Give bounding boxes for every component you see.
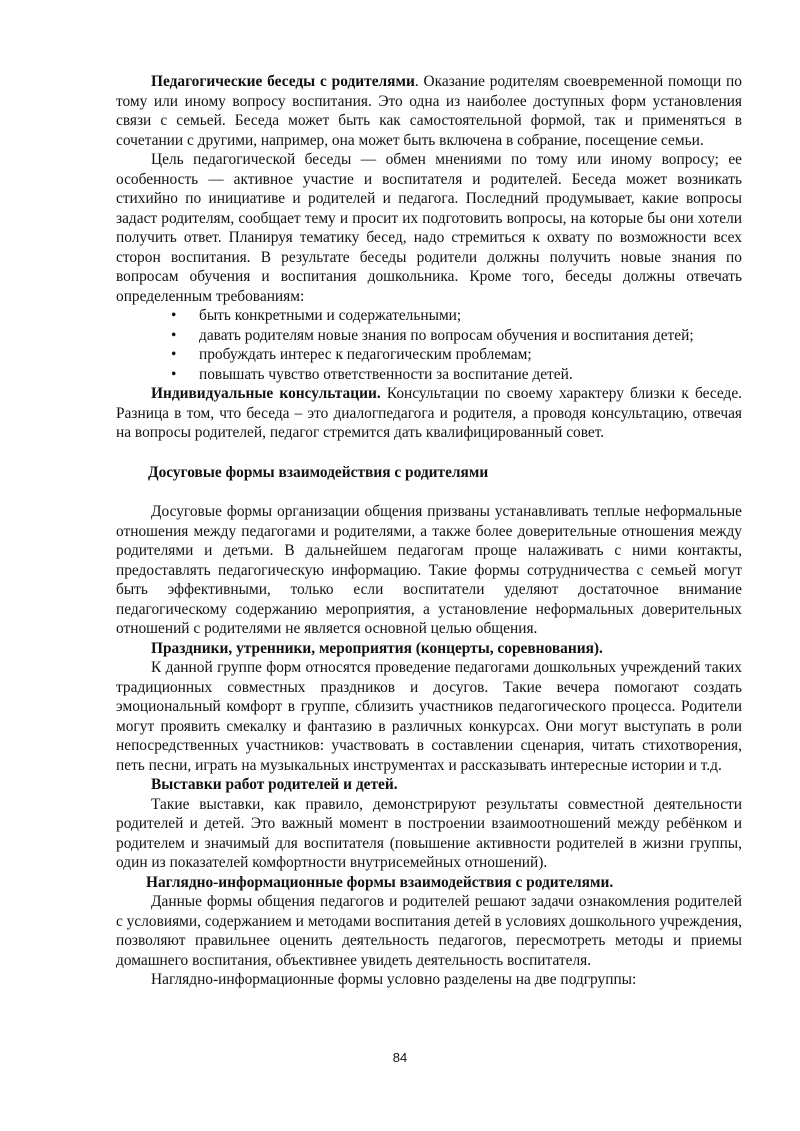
paragraph-exhibitions: Такие выставки, как правило, демонстрируют результаты совместной деятельности родителей и детей. Это важный момент в построении взаимоотношений между ребёнком и родителем и значимый для воспитателя (повышение активности родителей в жизни группы, один из показателей комфортности внутрисемейных отношений). bbox=[116, 795, 742, 871]
paragraph-consultations bbox=[116, 384, 742, 443]
conversations-intro-text: . Оказание родителям своевременной помощи по тому или иному вопросу воспитания. Это одна из наиболее доступных форм установления связи с семьей. Беседа может быть как самостоятельной формой, так и применяться в сочетании с другими, например, она может быть включена в собрание, посещение семьи. bbox=[116, 73, 742, 149]
list-item: • пробуждать интерес к педагогическим проблемам; bbox=[171, 345, 742, 365]
paragraph-holidays: К данной группе форм относятся проведение педагогами дошкольных учреждений таких традиционных совместных праздников и досугов. Такие вечера помогают создать эмоциональный комфорт в группе, сблизить участников педагогического процесса. Родители могут проявить смекалку и фантазию в различных конкурсах. Они могут выступать в роли непосредственных участников: участвовать в составлении сценария, читать стихотворения, петь песни, играть на музыкальных инструментах и рассказывать интересные истории и т.д. bbox=[116, 659, 742, 774]
document-page bbox=[116, 72, 742, 990]
list-item: • давать родителям новые знания по вопросам обучения и воспитания детей; bbox=[171, 326, 742, 346]
paragraph-visual-forms: Данные формы общения педагогов и родителей решают задачи ознакомления родителей с условиями, содержанием и методами воспитания детей в условиях дошкольного учреждения, позволяют правильнее оценить деятельность педагогов, пересмотреть методы и приемы домашнего воспитания, объективнее увидеть деятельность воспитателя. bbox=[116, 893, 743, 969]
paragraph-conversations-goal: Цель педагогической беседы — обмен мнениями по тому или иному вопросу; ее особенность — активное участие и воспитателя и родителей. Беседа может возникать стихийно по инициативе и родителей и педагога. Последний продумывает, какие вопросы задаст родителям, сообщает тему и просит их подготовить вопросы, на которые бы они хотели получить ответ. Планируя тематику бесед, надо стремиться к охвату по возможности всех сторон воспитания. В результате беседы родители должны получить новые знания по вопросам обучения и воспитания дошкольника. Кроме того, беседы должны отвечать определенным требованиям: bbox=[116, 151, 742, 305]
paragraph-visual-subgroups: Наглядно-информационные формы условно разделены на две подгруппы: bbox=[151, 971, 637, 988]
list-item: • повышать чувство ответственности за воспитание детей. bbox=[171, 365, 742, 385]
requirements-list bbox=[116, 306, 742, 384]
paragraph-leisure-intro: Досуговые формы организации общения призваны устанавливать теплые неформальные отношения между педагогами и родителями, а также более доверительные отношения между родителями и детьми. В дальнейшем педагогам проще налаживать с ними контакты, предоставлять педагогическую информацию. Такие формы сотрудничества с семьей могут быть эффективными, только если воспитатели уделяют достаточное внимание педагогическому содержанию мероприятия, а установление неформальных доверительных отношений с родителями не является основной целью общения. bbox=[116, 503, 742, 637]
holidays-title: Праздники, утренники, мероприятия (концерты, соревнования). bbox=[151, 639, 603, 657]
consultations-text: Консультации по своему характеру близки к беседе. Разница в том, что беседа – это диалогпедагога и родителя, а проводя консультацию, отвечая на вопросы родителей, педагог стремится дать квалифицированный совет. bbox=[116, 385, 743, 441]
consultations-title: Индивидуальные консультации. bbox=[151, 385, 381, 402]
list-item: • быть конкретными и содержательными; bbox=[171, 306, 742, 326]
section-heading-leisure: Досуговые формы взаимодействия с родителями bbox=[148, 463, 489, 481]
paragraph-conversations-intro bbox=[116, 72, 742, 150]
exhibitions-title: Выставки работ родителей и детей. bbox=[151, 776, 398, 793]
visual-forms-title: Наглядно-информационные формы взаимодействия с родителями. bbox=[146, 873, 614, 891]
page-number: 84 bbox=[392, 1050, 408, 1065]
conversations-title: Педагогические беседы с родителями bbox=[151, 73, 415, 90]
